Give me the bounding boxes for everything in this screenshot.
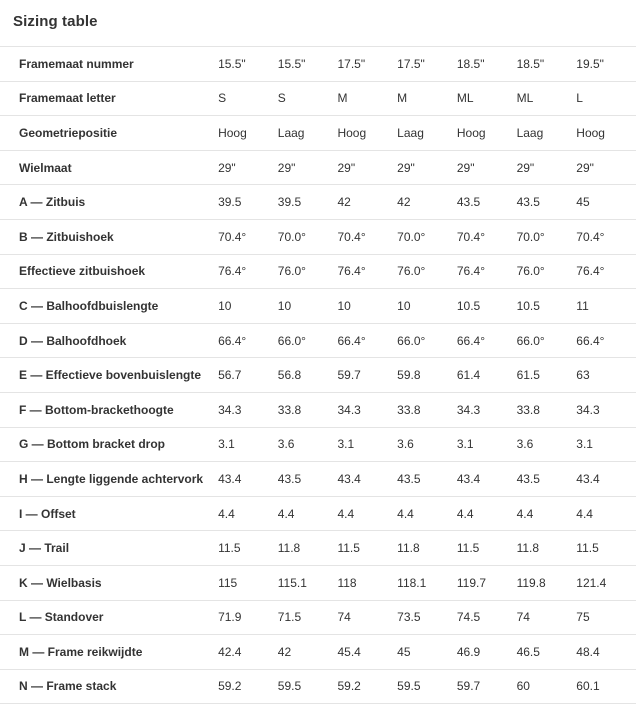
row-label: K — Wielbasis <box>0 565 218 600</box>
table-cell: 43.5 <box>517 185 577 220</box>
table-row <box>0 462 636 497</box>
table-row <box>0 254 636 289</box>
table-cell: 43.4 <box>218 462 278 497</box>
row-label: C — Balhoofdbuislengte <box>0 289 218 324</box>
table-row <box>0 150 636 185</box>
table-cell: 74 <box>517 600 577 635</box>
table-cell: 19.5" <box>576 47 636 82</box>
table-cell: 15.5" <box>278 47 338 82</box>
table-cell: 56.7 <box>218 358 278 393</box>
table-row <box>0 427 636 462</box>
table-cell: 29" <box>457 150 517 185</box>
table-cell: ML <box>517 81 577 116</box>
table-cell: ML <box>457 81 517 116</box>
table-cell: 46.9 <box>457 635 517 670</box>
table-cell: 3.1 <box>457 427 517 462</box>
table-cell: 76.4° <box>337 254 397 289</box>
table-row <box>0 323 636 358</box>
table-cell: 45 <box>397 635 457 670</box>
table-cell: 11.8 <box>397 531 457 566</box>
table-cell: 46.5 <box>517 635 577 670</box>
table-cell: 70.4° <box>337 219 397 254</box>
table-cell: 56.8 <box>278 358 338 393</box>
table-row <box>0 116 636 151</box>
table-cell: 10 <box>218 289 278 324</box>
table-cell: 59.2 <box>218 669 278 704</box>
table-cell: 48.4 <box>576 635 636 670</box>
row-label: A — Zitbuis <box>0 185 218 220</box>
table-cell: 11.8 <box>517 531 577 566</box>
table-row <box>0 496 636 531</box>
table-cell: S <box>278 81 338 116</box>
table-cell: 33.8 <box>397 392 457 427</box>
row-label: L — Standover <box>0 600 218 635</box>
table-cell: 118.1 <box>397 565 457 600</box>
table-cell: 76.4° <box>457 254 517 289</box>
table-cell: 43.5 <box>397 462 457 497</box>
table-cell: 70.4° <box>218 219 278 254</box>
table-cell: 60.1 <box>576 669 636 704</box>
table-cell: Hoog <box>337 116 397 151</box>
table-cell: 63 <box>576 358 636 393</box>
table-cell: 73.5 <box>397 600 457 635</box>
table-cell: 42 <box>337 185 397 220</box>
row-label: Framemaat nummer <box>0 47 218 82</box>
table-cell: 29" <box>517 150 577 185</box>
table-cell: 3.1 <box>218 427 278 462</box>
table-cell: 70.0° <box>278 219 338 254</box>
table-cell: 119.8 <box>517 565 577 600</box>
table-row <box>0 669 636 704</box>
table-cell: 29" <box>576 150 636 185</box>
row-label: H — Lengte liggende achtervork <box>0 462 218 497</box>
table-cell: 61.4 <box>457 358 517 393</box>
table-cell: 29" <box>218 150 278 185</box>
table-cell: 66.4° <box>337 323 397 358</box>
table-cell: Laag <box>397 116 457 151</box>
table-cell: 115.1 <box>278 565 338 600</box>
table-cell: Hoog <box>218 116 278 151</box>
table-cell: 18.5" <box>457 47 517 82</box>
table-cell: 45.4 <box>337 635 397 670</box>
table-row <box>0 635 636 670</box>
table-cell: 59.2 <box>337 669 397 704</box>
table-cell: 76.0° <box>397 254 457 289</box>
table-cell: 10 <box>337 289 397 324</box>
row-label: F — Bottom-brackethoogte <box>0 392 218 427</box>
table-cell: 70.0° <box>397 219 457 254</box>
table-cell: 33.8 <box>517 392 577 427</box>
table-row <box>0 219 636 254</box>
table-cell: M <box>397 81 457 116</box>
table-cell: 59.8 <box>397 358 457 393</box>
table-cell: Laag <box>278 116 338 151</box>
table-cell: 10 <box>278 289 338 324</box>
table-cell: 59.7 <box>337 358 397 393</box>
table-cell: 42.4 <box>218 635 278 670</box>
table-cell: 45 <box>576 185 636 220</box>
table-cell: 66.0° <box>278 323 338 358</box>
table-cell: 74.5 <box>457 600 517 635</box>
table-cell: 121.4 <box>576 565 636 600</box>
table-cell: 115 <box>218 565 278 600</box>
table-cell: 11.5 <box>337 531 397 566</box>
table-cell: 4.4 <box>337 496 397 531</box>
table-cell: 4.4 <box>576 496 636 531</box>
table-cell: 34.3 <box>457 392 517 427</box>
table-cell: 66.4° <box>576 323 636 358</box>
table-row <box>0 81 636 116</box>
table-row <box>0 565 636 600</box>
table-row <box>0 47 636 82</box>
table-cell: 43.4 <box>457 462 517 497</box>
row-label: J — Trail <box>0 531 218 566</box>
table-cell: 4.4 <box>517 496 577 531</box>
table-cell: 61.5 <box>517 358 577 393</box>
table-cell: 43.5 <box>517 462 577 497</box>
table-cell: 66.0° <box>517 323 577 358</box>
table-cell: 17.5" <box>397 47 457 82</box>
table-cell: M <box>337 81 397 116</box>
table-cell: 29" <box>397 150 457 185</box>
table-row <box>0 392 636 427</box>
table-cell: 4.4 <box>457 496 517 531</box>
table-cell: 76.0° <box>517 254 577 289</box>
table-cell: 15.5" <box>218 47 278 82</box>
row-label: M — Frame reikwijdte <box>0 635 218 670</box>
table-cell: 33.8 <box>278 392 338 427</box>
table-cell: 66.0° <box>397 323 457 358</box>
table-cell: 59.7 <box>457 669 517 704</box>
table-cell: 118 <box>337 565 397 600</box>
table-cell: 34.3 <box>337 392 397 427</box>
table-cell: 66.4° <box>457 323 517 358</box>
table-cell: 74 <box>337 600 397 635</box>
table-row <box>0 358 636 393</box>
table-cell: 11.5 <box>576 531 636 566</box>
row-label: Wielmaat <box>0 150 218 185</box>
table-cell: Hoog <box>576 116 636 151</box>
table-row <box>0 185 636 220</box>
table-cell: 71.9 <box>218 600 278 635</box>
table-cell: 43.5 <box>457 185 517 220</box>
table-cell: 43.4 <box>337 462 397 497</box>
table-cell: 76.0° <box>278 254 338 289</box>
table-cell: Hoog <box>457 116 517 151</box>
table-row <box>0 600 636 635</box>
table-cell: 29" <box>337 150 397 185</box>
table-cell: 119.7 <box>457 565 517 600</box>
table-cell: 3.1 <box>337 427 397 462</box>
table-cell: 43.5 <box>278 462 338 497</box>
row-label: N — Frame stack <box>0 669 218 704</box>
table-cell: 59.5 <box>278 669 338 704</box>
table-cell: 60 <box>517 669 577 704</box>
table-cell: 11.8 <box>278 531 338 566</box>
row-label: B — Zitbuishoek <box>0 219 218 254</box>
row-label: G — Bottom bracket drop <box>0 427 218 462</box>
table-cell: 66.4° <box>218 323 278 358</box>
table-cell: 39.5 <box>278 185 338 220</box>
row-label: Framemaat letter <box>0 81 218 116</box>
row-label: I — Offset <box>0 496 218 531</box>
sizing-table-body <box>0 47 636 704</box>
table-cell: 34.3 <box>218 392 278 427</box>
table-cell: 11 <box>576 289 636 324</box>
table-cell: 10 <box>397 289 457 324</box>
table-cell: 4.4 <box>218 496 278 531</box>
table-cell: 75 <box>576 600 636 635</box>
row-label: D — Balhoofdhoek <box>0 323 218 358</box>
table-cell: 42 <box>397 185 457 220</box>
table-cell: 76.4° <box>218 254 278 289</box>
table-cell: 4.4 <box>278 496 338 531</box>
table-cell: 17.5" <box>337 47 397 82</box>
table-cell: 3.6 <box>397 427 457 462</box>
row-label: Effectieve zitbuishoek <box>0 254 218 289</box>
table-cell: 4.4 <box>397 496 457 531</box>
page-title: Sizing table <box>13 13 98 30</box>
table-cell: 42 <box>278 635 338 670</box>
table-cell: S <box>218 81 278 116</box>
table-cell: 18.5" <box>517 47 577 82</box>
table-cell: 3.6 <box>278 427 338 462</box>
table-cell: 34.3 <box>576 392 636 427</box>
table-cell: 76.4° <box>576 254 636 289</box>
table-cell: 3.6 <box>517 427 577 462</box>
table-row <box>0 531 636 566</box>
table-cell: 3.1 <box>576 427 636 462</box>
row-label: E — Effectieve bovenbuislengte <box>0 358 218 393</box>
table-cell: 10.5 <box>517 289 577 324</box>
table-cell: 70.4° <box>457 219 517 254</box>
table-cell: 43.4 <box>576 462 636 497</box>
table-cell: 10.5 <box>457 289 517 324</box>
table-cell: 39.5 <box>218 185 278 220</box>
table-cell: 70.4° <box>576 219 636 254</box>
table-cell: Laag <box>517 116 577 151</box>
table-cell: L <box>576 81 636 116</box>
table-row <box>0 289 636 324</box>
table-cell: 11.5 <box>457 531 517 566</box>
table-cell: 71.5 <box>278 600 338 635</box>
row-label: Geometriepositie <box>0 116 218 151</box>
table-cell: 59.5 <box>397 669 457 704</box>
sizing-table <box>0 46 636 704</box>
table-cell: 29" <box>278 150 338 185</box>
table-cell: 70.0° <box>517 219 577 254</box>
table-cell: 11.5 <box>218 531 278 566</box>
